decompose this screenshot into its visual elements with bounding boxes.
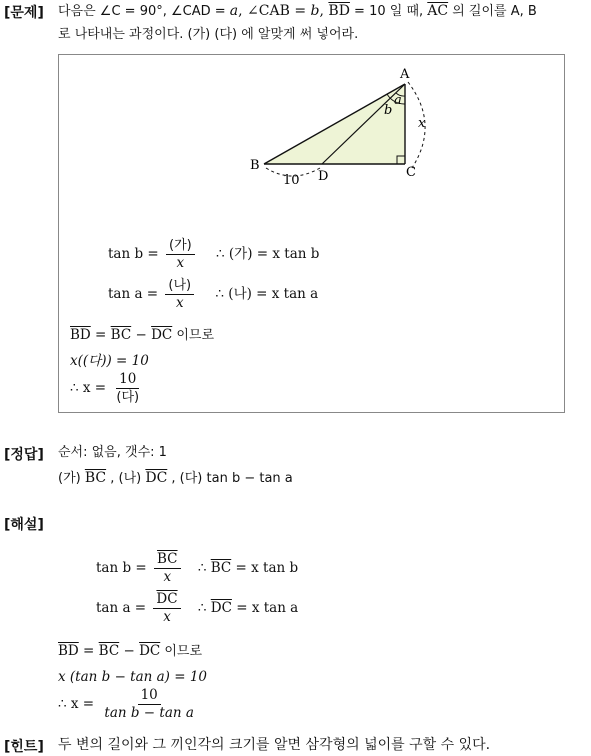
answer-text: , (다) tan b − tan a — [167, 471, 293, 486]
expr: = x tan b — [231, 560, 299, 576]
segment: $\overline{BC}$ — [110, 327, 132, 343]
segment: $\overline{BD}$ — [70, 327, 91, 343]
expr: − — [119, 643, 140, 659]
expr: ∴ x = — [58, 696, 95, 712]
hint-text: 두 변의 길이와 그 끼인각의 크기를 알면 삼각형의 넓이를 구할 수 있다. — [58, 737, 491, 753]
numerator: 10 — [116, 371, 139, 389]
expl-row-2 — [96, 590, 298, 626]
angle-label-a: a — [394, 93, 402, 108]
expr: = — [90, 327, 111, 343]
expr: ∴ — [197, 600, 211, 616]
box-row-3 — [70, 326, 214, 345]
problem-label: [문제] — [4, 5, 44, 21]
expr: 이므로 — [160, 644, 203, 659]
numerator: 10 — [138, 687, 161, 705]
var-a: a — [229, 3, 239, 19]
hint-label: [힌트] — [4, 739, 44, 755]
problem-text: 의 길이를 A, B — [448, 4, 537, 19]
segment: $\overline{BD}$ — [58, 643, 79, 659]
fraction — [154, 551, 181, 586]
segment: $\overline{DC}$ — [151, 327, 173, 343]
segment: $\overline{BC}$ — [210, 560, 232, 576]
fraction — [166, 237, 195, 272]
expl-row-3 — [58, 642, 202, 661]
expr: ∴ — [197, 560, 211, 576]
expr: = — [78, 643, 99, 659]
expl-row-5 — [58, 686, 200, 722]
box-row-1 — [108, 236, 319, 272]
fraction — [165, 277, 194, 312]
answer-line-1: 순서: 없음, 갯수: 1 — [58, 445, 167, 460]
answer-text: , (나) — [106, 471, 146, 486]
segment-bd: $\overline{BD}$ — [328, 3, 350, 19]
denominator: (다) — [116, 390, 140, 405]
denominator: x — [163, 609, 171, 625]
problem-text: = 10 일 때, — [349, 4, 428, 19]
expl-row-4: x (tan b − tan a) = 10 — [58, 669, 208, 685]
numerator: $\overline{DC}$ — [153, 591, 180, 609]
problem-line-2: 로 나타내는 과정이다. (가) (다) 에 알맞게 써 넣어라. — [58, 27, 359, 42]
denominator: x — [163, 569, 172, 585]
expl-row-1 — [96, 550, 298, 586]
denominator: x — [175, 295, 184, 311]
expr: ∴ (가) = x tan b — [216, 246, 320, 262]
expr: 이므로 — [172, 328, 215, 343]
box-row-5 — [70, 370, 145, 406]
expr: tan a = — [96, 600, 147, 616]
answer-label: [정답] — [4, 447, 44, 463]
numerator: (나) — [165, 277, 194, 295]
vertex-c: C — [406, 165, 416, 180]
segment: $\overline{DC}$ — [139, 643, 161, 659]
vertex-d: D — [318, 169, 329, 184]
problem-text: , ∠CAB = — [238, 3, 311, 19]
expr: = x tan a — [231, 600, 299, 616]
problem-text: 다음은 ∠C = 90°, ∠CAD = — [58, 4, 230, 19]
numerator: (가) — [166, 237, 195, 255]
triangle-figure — [0, 54, 591, 254]
box-row-2 — [108, 276, 318, 312]
expr: ∴ (나) = x tan a — [215, 286, 319, 302]
explanation-label: [해설] — [4, 517, 44, 533]
numerator: $\overline{BC}$ — [154, 551, 181, 569]
vertex-b: B — [250, 158, 260, 173]
segment-dc: $\overline{DC}$ — [145, 470, 168, 486]
expr: tan a = — [108, 286, 159, 302]
segment-ac: $\overline{AC}$ — [427, 3, 449, 19]
fraction — [113, 371, 142, 406]
box-row-4: x((다)) = 10 — [70, 353, 149, 369]
problem-text: , — [319, 3, 329, 19]
var-b: b — [310, 3, 320, 19]
side-label-x: x — [418, 116, 426, 131]
segment: $\overline{BC}$ — [98, 643, 120, 659]
side-label-10: 10 — [283, 173, 300, 188]
segment: $\overline{DC}$ — [210, 600, 232, 616]
vertex-a: A — [400, 67, 410, 82]
answer-line-2 — [58, 469, 293, 488]
fraction — [101, 687, 197, 722]
expr: − — [131, 327, 152, 343]
expr: tan b = — [108, 246, 159, 262]
answer-text: (가) — [58, 471, 85, 486]
expr: ∴ x = — [70, 380, 107, 396]
fraction — [153, 591, 180, 626]
denominator: x — [176, 255, 185, 271]
denominator: tan b − tan a — [104, 705, 194, 721]
angle-label-b: b — [384, 103, 393, 118]
segment-bc: $\overline{BC}$ — [84, 470, 107, 486]
expr: tan b = — [96, 560, 147, 576]
problem-line-1 — [58, 2, 537, 21]
